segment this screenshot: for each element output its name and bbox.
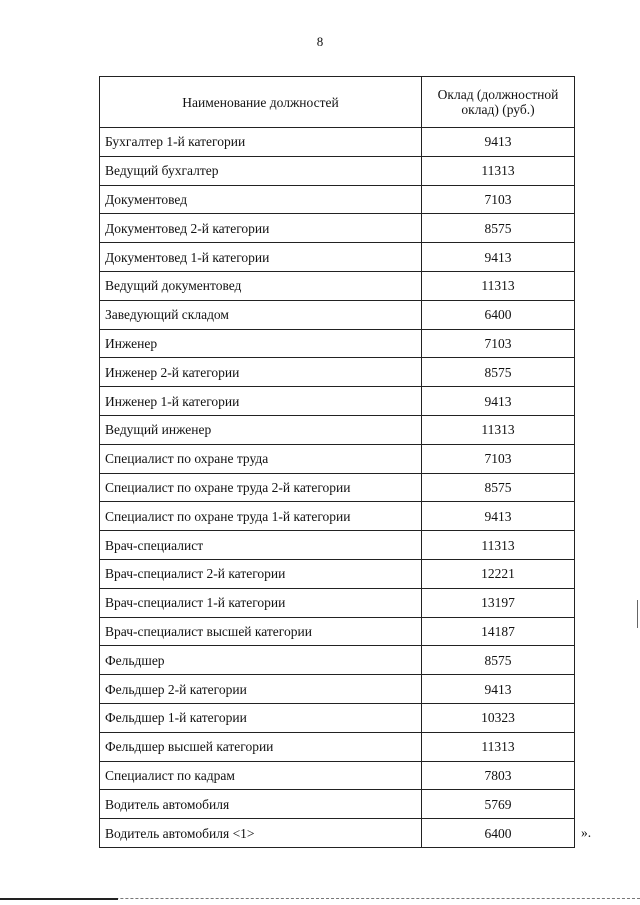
salary-cell: 12221 bbox=[422, 559, 575, 588]
salary-cell: 6400 bbox=[422, 819, 575, 848]
scan-edge-mark bbox=[0, 898, 118, 900]
table-row bbox=[100, 415, 575, 444]
table-row bbox=[100, 156, 575, 185]
scan-edge-right-mark bbox=[637, 600, 638, 628]
position-cell: Ведущий бухгалтер bbox=[100, 156, 422, 185]
position-cell: Ведущий инженер bbox=[100, 415, 422, 444]
position-cell: Специалист по охране труда bbox=[100, 444, 422, 473]
salary-cell: 11313 bbox=[422, 271, 575, 300]
salary-cell: 7103 bbox=[422, 444, 575, 473]
position-cell: Врач-специалист 1-й категории bbox=[100, 588, 422, 617]
table-row bbox=[100, 387, 575, 416]
salary-cell: 13197 bbox=[422, 588, 575, 617]
table-row bbox=[100, 271, 575, 300]
salary-cell: 10323 bbox=[422, 703, 575, 732]
position-cell: Водитель автомобиля bbox=[100, 790, 422, 819]
table-row bbox=[100, 473, 575, 502]
table-body bbox=[100, 128, 575, 848]
salary-cell: 8575 bbox=[422, 646, 575, 675]
table-row bbox=[100, 559, 575, 588]
table-row bbox=[100, 444, 575, 473]
table-row bbox=[100, 185, 575, 214]
closing-quote: ». bbox=[581, 825, 592, 840]
table-row bbox=[100, 703, 575, 732]
position-cell: Инженер 2-й категории bbox=[100, 358, 422, 387]
header-salary: Оклад (должностной оклад) (руб.) bbox=[422, 77, 575, 128]
salary-cell: 6400 bbox=[422, 300, 575, 329]
position-cell: Заведующий складом bbox=[100, 300, 422, 329]
table-row bbox=[100, 761, 575, 790]
table-row bbox=[100, 243, 575, 272]
salary-cell: 8575 bbox=[422, 214, 575, 243]
position-cell: Специалист по кадрам bbox=[100, 761, 422, 790]
table-row bbox=[100, 128, 575, 157]
position-cell: Документовед 2-й категории bbox=[100, 214, 422, 243]
position-cell: Фельдшер 1-й категории bbox=[100, 703, 422, 732]
position-cell: Фельдшер 2-й категории bbox=[100, 675, 422, 704]
salary-cell: 9413 bbox=[422, 675, 575, 704]
position-cell: Водитель автомобиля <1> bbox=[100, 819, 422, 848]
table-header-row bbox=[100, 77, 575, 128]
salary-cell: 9413 bbox=[422, 502, 575, 531]
salary-cell: 8575 bbox=[422, 358, 575, 387]
salary-cell: 9413 bbox=[422, 387, 575, 416]
position-cell: Бухгалтер 1-й категории bbox=[100, 128, 422, 157]
table-row bbox=[100, 675, 575, 704]
position-cell: Документовед bbox=[100, 185, 422, 214]
salary-cell: 7103 bbox=[422, 329, 575, 358]
salary-cell: 11313 bbox=[422, 732, 575, 761]
table-row bbox=[100, 732, 575, 761]
position-cell: Врач-специалист высшей категории bbox=[100, 617, 422, 646]
position-cell: Инженер bbox=[100, 329, 422, 358]
position-cell: Фельдшер высшей категории bbox=[100, 732, 422, 761]
position-cell: Инженер 1-й категории bbox=[100, 387, 422, 416]
position-cell: Врач-специалист bbox=[100, 531, 422, 560]
table-row bbox=[100, 819, 575, 848]
position-cell: Документовед 1-й категории bbox=[100, 243, 422, 272]
salary-cell: 7103 bbox=[422, 185, 575, 214]
table-row bbox=[100, 358, 575, 387]
table-row bbox=[100, 617, 575, 646]
position-cell: Ведущий документовед bbox=[100, 271, 422, 300]
table-row bbox=[100, 531, 575, 560]
table-row bbox=[100, 329, 575, 358]
page-number: 8 bbox=[316, 34, 324, 49]
header-position: Наименование должностей bbox=[100, 77, 422, 128]
salary-cell: 9413 bbox=[422, 243, 575, 272]
position-cell: Специалист по охране труда 1-й категории bbox=[100, 502, 422, 531]
salary-cell: 5769 bbox=[422, 790, 575, 819]
salary-cell: 14187 bbox=[422, 617, 575, 646]
table-row bbox=[100, 646, 575, 675]
table-row bbox=[100, 214, 575, 243]
salary-cell: 9413 bbox=[422, 128, 575, 157]
salary-cell: 11313 bbox=[422, 156, 575, 185]
salary-table bbox=[99, 76, 575, 848]
position-cell: Врач-специалист 2-й категории bbox=[100, 559, 422, 588]
position-cell: Фельдшер bbox=[100, 646, 422, 675]
salary-cell: 11313 bbox=[422, 415, 575, 444]
position-cell: Специалист по охране труда 2-й категории bbox=[100, 473, 422, 502]
salary-cell: 8575 bbox=[422, 473, 575, 502]
salary-cell: 7803 bbox=[422, 761, 575, 790]
table-row bbox=[100, 588, 575, 617]
salary-cell: 11313 bbox=[422, 531, 575, 560]
table-row bbox=[100, 300, 575, 329]
table-row bbox=[100, 502, 575, 531]
table-row bbox=[100, 790, 575, 819]
